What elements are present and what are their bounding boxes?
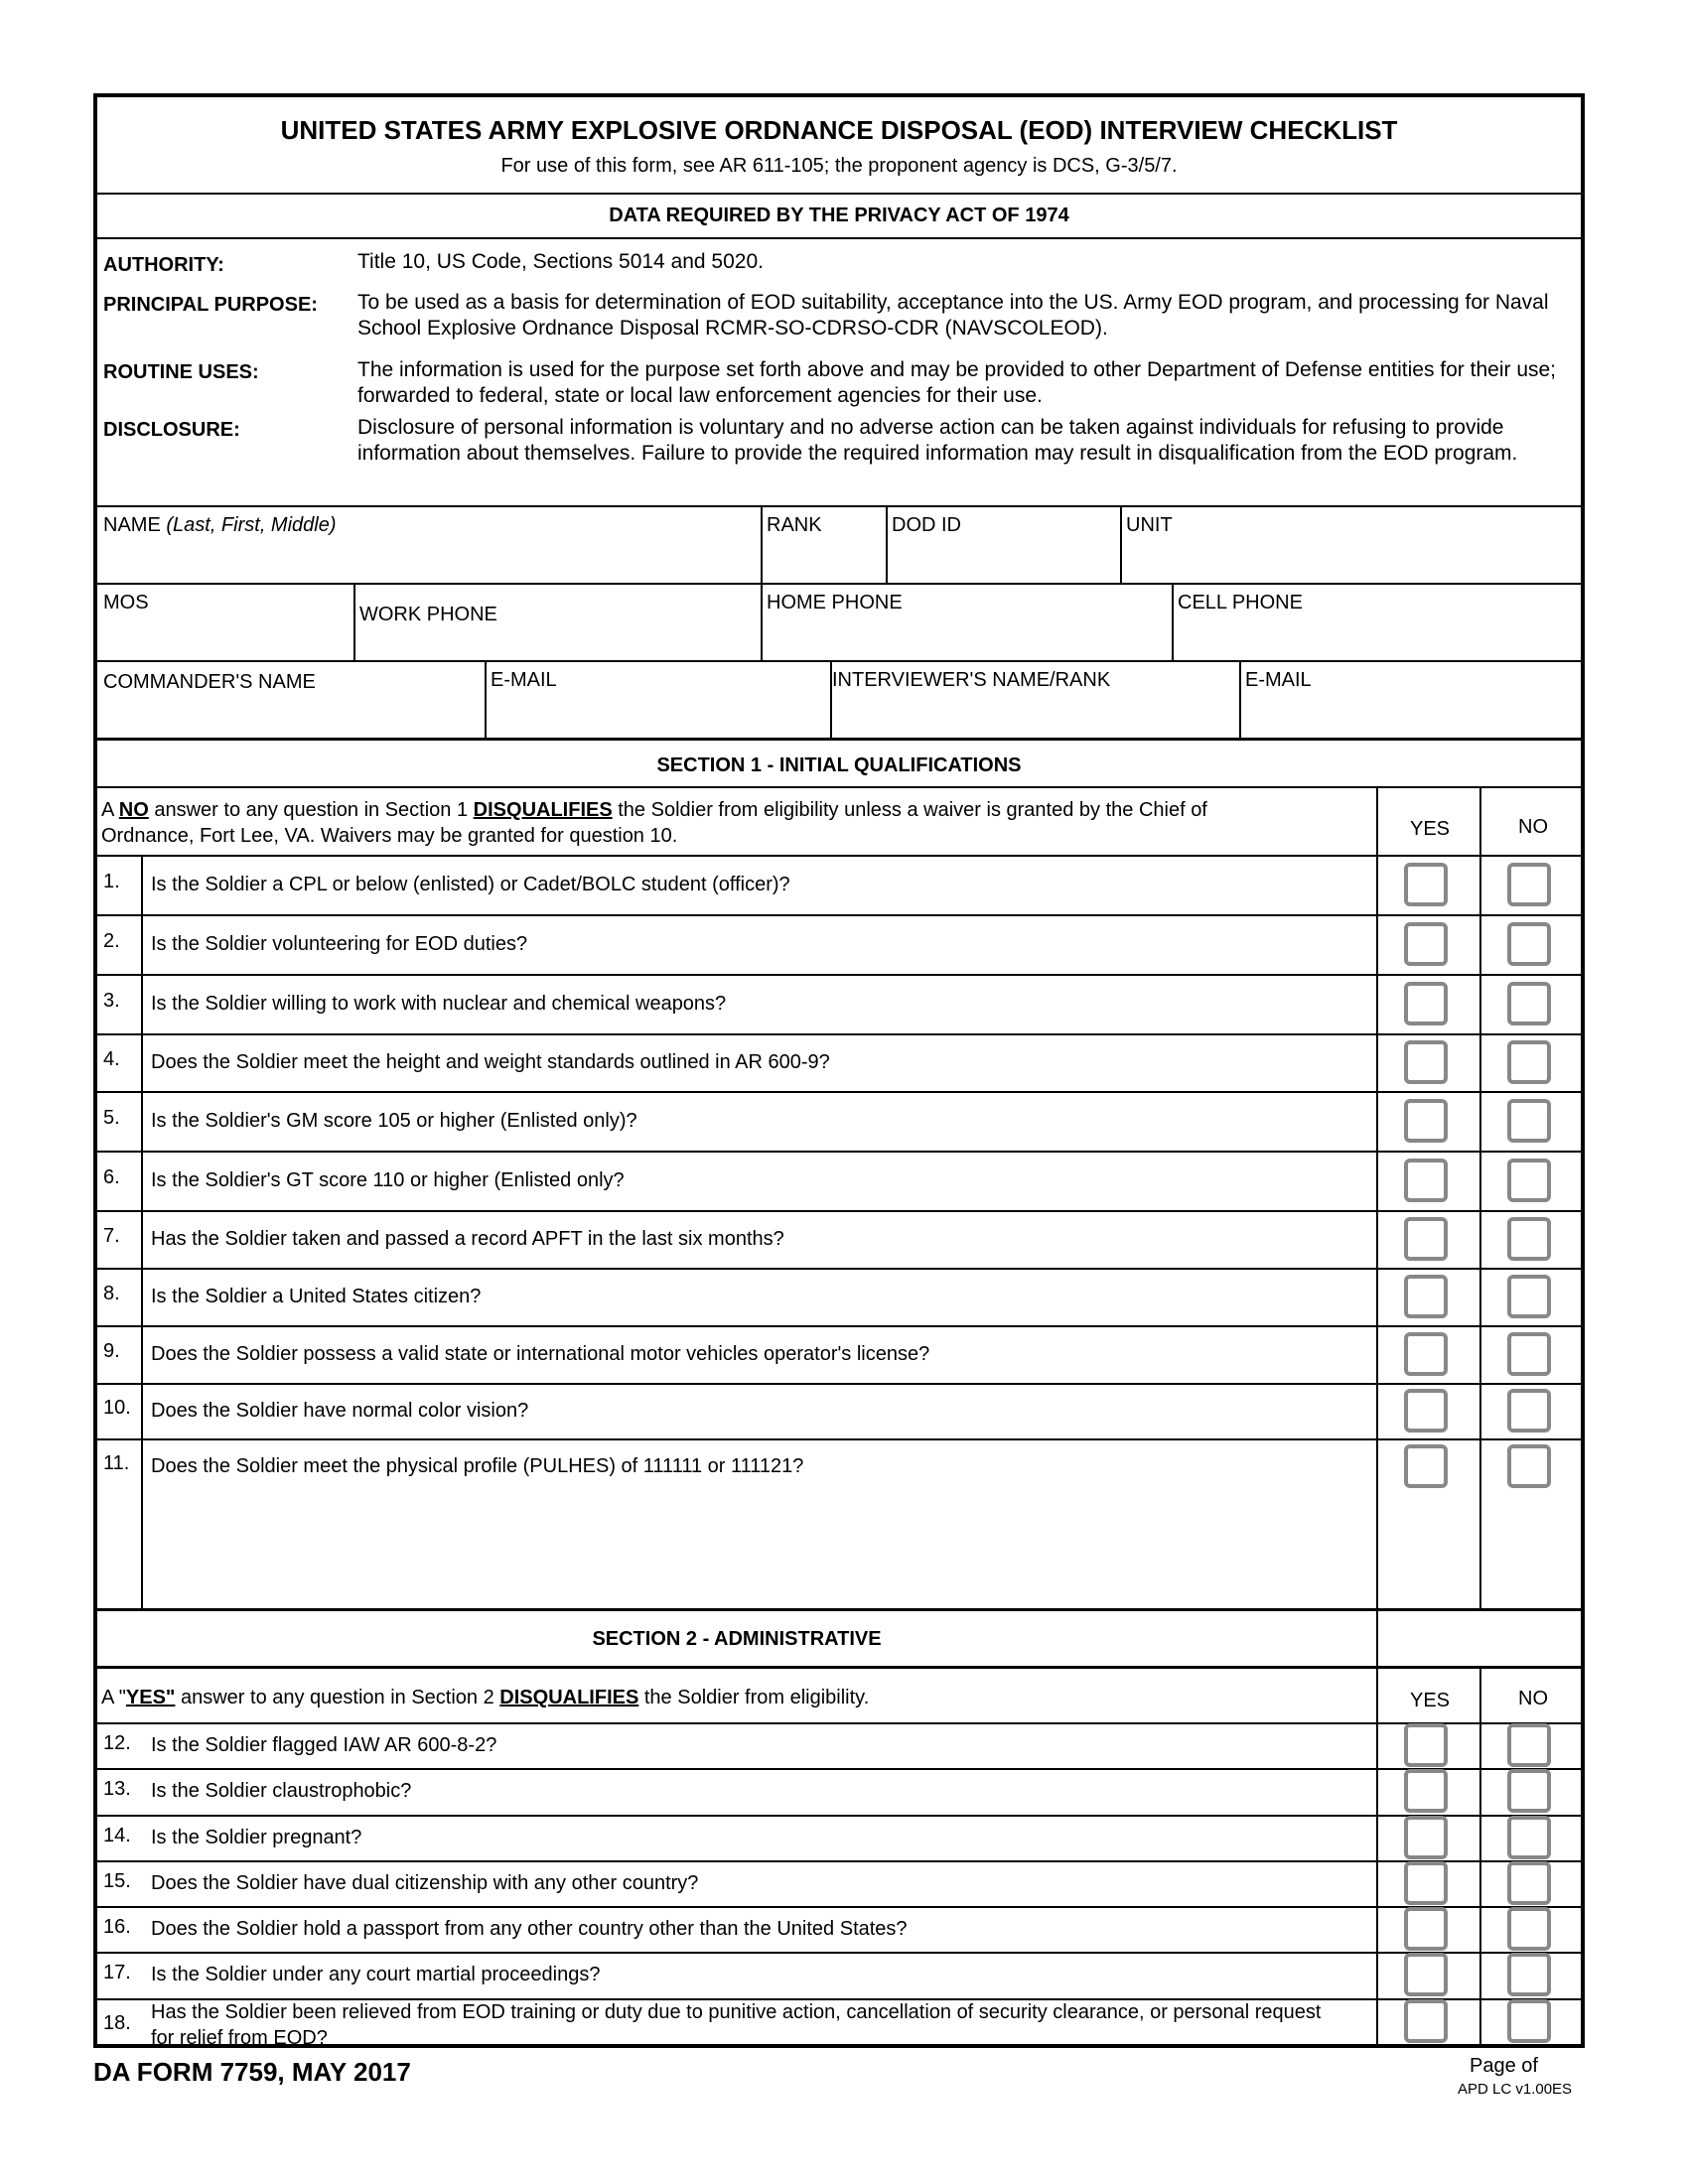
section2-no-header: NO [1518,1688,1548,1709]
question-number: 10. [103,1397,131,1419]
interviewer-email-field[interactable]: E-MAIL [1245,669,1312,691]
question-text: Is the Soldier pregnant? [151,1827,362,1848]
page-indicator: Page of [1470,2055,1538,2077]
form-number: DA FORM 7759, MAY 2017 [93,2057,411,2087]
no-checkbox[interactable] [1507,982,1551,1025]
form-version: APD LC v1.00ES [1458,2081,1573,2098]
yes-checkbox[interactable] [1404,1099,1448,1143]
question-number: 5. [103,1107,120,1129]
mos-field[interactable]: MOS [103,592,149,614]
question-text: Does the Soldier hold a passport from any other country other than the United States? [151,1918,908,1940]
question-text: Has the Soldier been relieved from EOD training or duty due to punitive action, cancellation of security clearance, or personal request for relief from EOD? [151,2001,1322,2049]
disclosure-label: DISCLOSURE: [103,419,240,441]
question-number: 15. [103,1870,131,1892]
yes-checkbox[interactable] [1404,1040,1448,1084]
no-checkbox[interactable] [1507,922,1551,966]
authority-text: Title 10, US Code, Sections 5014 and 5020. [357,250,764,273]
yes-checkbox[interactable] [1404,1999,1448,2043]
commander-name-field[interactable]: COMMANDER'S NAME [103,671,316,693]
yes-checkbox[interactable] [1404,922,1448,966]
no-checkbox[interactable] [1507,1332,1551,1376]
question-text: Is the Soldier flagged IAW AR 600-8-2? [151,1734,497,1756]
question-text: Is the Soldier under any court martial proceedings? [151,1964,601,1985]
question-number: 7. [103,1225,120,1247]
yes-checkbox[interactable] [1404,1217,1448,1261]
no-checkbox[interactable] [1507,1953,1551,1996]
purpose-label: PRINCIPAL PURPOSE: [103,294,318,316]
no-checkbox[interactable] [1507,1099,1551,1143]
no-checkbox[interactable] [1507,863,1551,906]
question-text: Does the Soldier have dual citizenship with any other country? [151,1872,699,1894]
question-text: Does the Soldier meet the height and weight standards outlined in AR 600-9? [151,1051,830,1073]
no-checkbox[interactable] [1507,1217,1551,1261]
yes-checkbox[interactable] [1404,1861,1448,1905]
section1-yes-header: YES [1409,818,1451,840]
section2-instructions: A "YES" answer to any question in Section 2 DISQUALIFIES the Soldier from eligibility. [101,1687,870,1708]
section1-no-header: NO [1518,816,1548,838]
question-text: Does the Soldier meet the physical profile (PULHES) of 111111 or 111121? [151,1455,804,1477]
question-text: Is the Soldier's GM score 105 or higher (Enlisted only)? [151,1110,637,1132]
question-row [97,1325,1581,1383]
section2-heading: SECTION 2 - ADMINISTRATIVE [592,1628,882,1650]
no-checkbox[interactable] [1507,1861,1551,1905]
yes-checkbox[interactable] [1404,1723,1448,1767]
no-checkbox[interactable] [1507,1444,1551,1488]
name-field[interactable] [103,512,337,538]
question-text: Is the Soldier a CPL or below (enlisted) or Cadet/BOLC student (officer)? [151,874,790,895]
question-row [97,1438,1581,1494]
authority-label: AUTHORITY: [103,254,224,276]
routine-uses-text: The information is used for the purpose set forth above and may be provided to other Department of Defense entities for their use; forwarded to federal, state or local law enforcement agencies for their use. [357,358,1557,407]
question-number: 3. [103,990,120,1012]
question-text: Is the Soldier willing to work with nuclear and chemical weapons? [151,993,727,1015]
question-number: 11. [103,1452,130,1474]
yes-checkbox[interactable] [1404,1907,1448,1951]
question-row [97,1768,1581,1814]
no-checkbox[interactable] [1507,1769,1551,1813]
question-number: 17. [103,1962,131,1983]
question-row [97,1860,1581,1906]
question-row [97,1210,1581,1268]
question-number: 14. [103,1825,131,1846]
no-checkbox[interactable] [1507,1907,1551,1951]
yes-checkbox[interactable] [1404,1332,1448,1376]
name-label: NAME [103,514,161,536]
no-checkbox[interactable] [1507,1723,1551,1767]
question-number: 1. [103,871,120,892]
question-row [97,1091,1581,1151]
section1-heading: SECTION 1 - INITIAL QUALIFICATIONS [656,754,1022,776]
question-number: 18. [103,2012,131,2034]
routine-uses-label: ROUTINE USES: [103,361,259,383]
no-checkbox[interactable] [1507,1816,1551,1859]
question-number: 16. [103,1916,131,1938]
privacy-heading: DATA REQUIRED BY THE PRIVACY ACT OF 1974 [609,205,1069,226]
yes-checkbox[interactable] [1404,1953,1448,1996]
question-number: 9. [103,1340,120,1362]
form-subtitle: For use of this form, see AR 611-105; the proponent agency is DCS, G-3/5/7. [500,155,1178,177]
question-text: Is the Soldier's GT score 110 or higher (Enlisted only? [151,1169,625,1191]
question-number: 13. [103,1778,131,1800]
yes-checkbox[interactable] [1404,1275,1448,1318]
question-text: Is the Soldier volunteering for EOD duties? [151,933,528,955]
unit-field[interactable]: UNIT [1126,514,1173,536]
yes-checkbox[interactable] [1404,1159,1448,1202]
question-text: Has the Soldier taken and passed a record APFT in the last six months? [151,1228,784,1250]
work-phone-field[interactable]: WORK PHONE [359,604,497,625]
purpose-text: To be used as a basis for determination of EOD suitability, acceptance into the US. Army EOD program, and processing for Naval School Explosive Ordnance Disposal RCMR-SO-CDRSO-CDR (NAVSCOLEOD). [357,291,1549,340]
yes-checkbox[interactable] [1404,863,1448,906]
question-text: Is the Soldier claustrophobic? [151,1780,412,1802]
question-row [97,1952,1581,1997]
question-number: 12. [103,1732,131,1754]
dod-id-field[interactable]: DOD ID [892,514,961,536]
question-number: 8. [103,1283,120,1304]
question-row [97,1383,1581,1438]
question-text: Does the Soldier have normal color vision? [151,1400,529,1422]
question-row [97,1998,1581,2049]
no-checkbox[interactable] [1507,1040,1551,1084]
no-checkbox[interactable] [1507,1999,1551,2043]
yes-checkbox[interactable] [1404,1769,1448,1813]
no-checkbox[interactable] [1507,1159,1551,1202]
question-row [97,1268,1581,1325]
question-number: 4. [103,1048,120,1070]
commander-email-field[interactable]: E-MAIL [491,669,557,691]
yes-checkbox[interactable] [1404,1389,1448,1433]
yes-checkbox[interactable] [1404,1816,1448,1859]
yes-checkbox[interactable] [1404,982,1448,1025]
home-phone-field[interactable]: HOME PHONE [767,592,903,614]
question-row [97,1815,1581,1860]
question-number: 2. [103,930,120,952]
question-row [97,914,1581,974]
interviewer-name-field[interactable]: INTERVIEWER'S NAME/RANK [832,669,1111,691]
no-checkbox[interactable] [1507,1389,1551,1433]
question-row [97,855,1581,914]
question-row [97,974,1581,1033]
no-checkbox[interactable] [1507,1275,1551,1318]
cell-phone-field[interactable]: CELL PHONE [1178,592,1303,614]
question-row [97,1151,1581,1210]
question-row [97,1033,1581,1091]
question-row [97,1722,1581,1768]
question-text: Is the Soldier a United States citizen? [151,1286,482,1307]
eod-interview-form [93,93,1585,2048]
question-row [97,1906,1581,1952]
name-hint: (Last, First, Middle) [166,514,337,536]
rank-field[interactable]: RANK [767,514,822,536]
section2-yes-header: YES [1409,1690,1451,1711]
question-number: 6. [103,1166,120,1188]
section1-instructions: A NO answer to any question in Section 1 DISQUALIFIES the Soldier from eligibility unless a waiver is granted by the Chief of Ordnance, Fort Lee, VA. Waivers may be granted for question 10. [101,799,1207,847]
disclosure-text: Disclosure of personal information is voluntary and no adverse action can be taken against individuals for refusing to provide information about themselves. Failure to provide the required information may result in disqualification from the EOD program. [357,416,1518,465]
question-text: Does the Soldier possess a valid state or international motor vehicles operator's license? [151,1343,930,1365]
form-title: UNITED STATES ARMY EXPLOSIVE ORDNANCE DISPOSAL (EOD) INTERVIEW CHECKLIST [280,115,1398,145]
yes-checkbox[interactable] [1404,1444,1448,1488]
